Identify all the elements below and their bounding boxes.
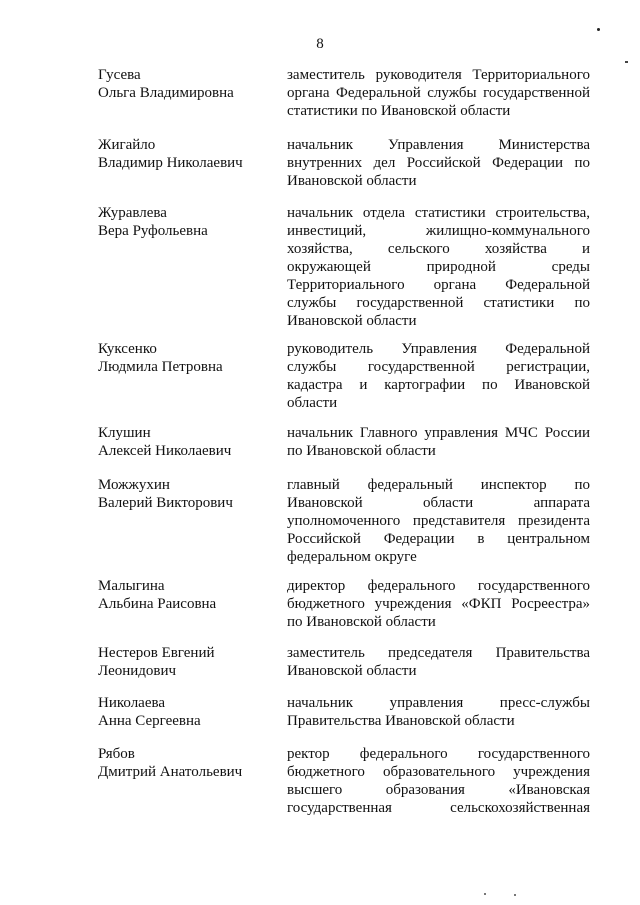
position-line: инвестиций, жилищно-коммунального bbox=[287, 223, 590, 239]
position-line: Ивановской области bbox=[287, 663, 417, 679]
person-position bbox=[287, 340, 590, 412]
position-line: окружающей природной среды bbox=[287, 259, 590, 275]
person-name bbox=[98, 745, 268, 781]
surname: Николаева bbox=[98, 695, 166, 711]
person-name bbox=[98, 424, 268, 460]
given-names: Анна Сергеевна bbox=[98, 713, 201, 729]
position-line: высшего образования «Ивановская bbox=[287, 782, 590, 798]
position-line: Территориального органа Федеральной bbox=[287, 277, 590, 293]
person-name bbox=[98, 136, 268, 172]
position-line: внутренних дел Российской Федерации по bbox=[287, 155, 590, 171]
given-names: Альбина Раисовна bbox=[98, 596, 217, 612]
position-line: федеральном округе bbox=[287, 549, 417, 565]
surname: Малыгина bbox=[98, 578, 165, 594]
given-names: Ольга Владимировна bbox=[98, 85, 234, 101]
position-line: Ивановской области bbox=[287, 173, 417, 189]
person-name bbox=[98, 204, 268, 240]
person-position bbox=[287, 577, 590, 631]
surname: Гусева bbox=[98, 67, 141, 83]
scan-speck bbox=[514, 894, 516, 896]
position-line: государственная сельскохозяйственная bbox=[287, 800, 590, 816]
given-names: Владимир Николаевич bbox=[98, 155, 243, 171]
position-line: службы государственной статистики по bbox=[287, 295, 590, 311]
position-line: заместитель председателя Правительства bbox=[287, 645, 590, 661]
surname: Куксенко bbox=[98, 341, 157, 357]
person-name bbox=[98, 577, 268, 613]
person-name bbox=[98, 340, 268, 376]
position-line: Ивановской области аппарата bbox=[287, 495, 590, 511]
position-line: области bbox=[287, 395, 338, 411]
position-line: статистики по Ивановской области bbox=[287, 103, 511, 119]
position-line: по Ивановской области bbox=[287, 614, 436, 630]
surname: Клушин bbox=[98, 425, 151, 441]
position-line: заместитель руководителя Территориального bbox=[287, 67, 590, 83]
position-line: хозяйства, сельского хозяйства и bbox=[287, 241, 590, 257]
position-line: органа Федеральной службы государственной bbox=[287, 85, 590, 101]
position-line: ректор федерального государственного bbox=[287, 746, 590, 762]
person-position bbox=[287, 476, 590, 566]
page-number: 8 bbox=[316, 36, 324, 52]
given-names: Вера Руфольевна bbox=[98, 223, 208, 239]
surname: Журавлева bbox=[98, 205, 167, 221]
position-line: бюджетного учреждения «ФКП Росреестра» bbox=[287, 596, 590, 612]
person-name bbox=[98, 476, 268, 512]
surname: Рябов bbox=[98, 746, 135, 762]
person-position bbox=[287, 204, 590, 330]
given-names: Алексей Николаевич bbox=[98, 443, 232, 459]
person-name bbox=[98, 644, 268, 680]
person-position bbox=[287, 66, 590, 120]
person-position bbox=[287, 424, 590, 460]
position-line: Ивановской области bbox=[287, 313, 417, 329]
position-line: по Ивановской области bbox=[287, 443, 436, 459]
given-names: Леонидович bbox=[98, 663, 177, 679]
person-name bbox=[98, 66, 268, 102]
position-line: директор федерального государственного bbox=[287, 578, 590, 594]
position-line: начальник Управления Министерства bbox=[287, 137, 590, 153]
position-line: бюджетного образовательного учреждения bbox=[287, 764, 590, 780]
given-names: Валерий Викторович bbox=[98, 495, 233, 511]
surname: Можжухин bbox=[98, 477, 170, 493]
person-position bbox=[287, 136, 590, 190]
person-name bbox=[98, 694, 268, 730]
person-position bbox=[287, 644, 590, 680]
position-line: кадастра и картографии по Ивановской bbox=[287, 377, 590, 393]
position-line: руководитель Управления Федеральной bbox=[287, 341, 590, 357]
position-line: начальник Главного управления МЧС России bbox=[287, 425, 590, 441]
scan-speck bbox=[625, 61, 628, 63]
person-position bbox=[287, 745, 590, 817]
given-names: Дмитрий Анатольевич bbox=[98, 764, 243, 780]
position-line: начальник управления пресс-службы bbox=[287, 695, 590, 711]
position-line: Правительства Ивановской области bbox=[287, 713, 515, 729]
position-line: начальник отдела статистики строительства, bbox=[287, 205, 590, 221]
position-line: Российской Федерации в центральном bbox=[287, 531, 590, 547]
scan-speck bbox=[484, 893, 486, 895]
position-line: службы государственной регистрации, bbox=[287, 359, 590, 375]
position-line: главный федеральный инспектор по bbox=[287, 477, 590, 493]
given-names: Людмила Петровна bbox=[98, 359, 223, 375]
person-position bbox=[287, 694, 590, 730]
position-line: уполномоченного представителя президента bbox=[287, 513, 590, 529]
surname: Жигайло bbox=[98, 137, 156, 153]
surname: Нестеров Евгений bbox=[98, 645, 215, 661]
scan-speck bbox=[597, 28, 600, 31]
